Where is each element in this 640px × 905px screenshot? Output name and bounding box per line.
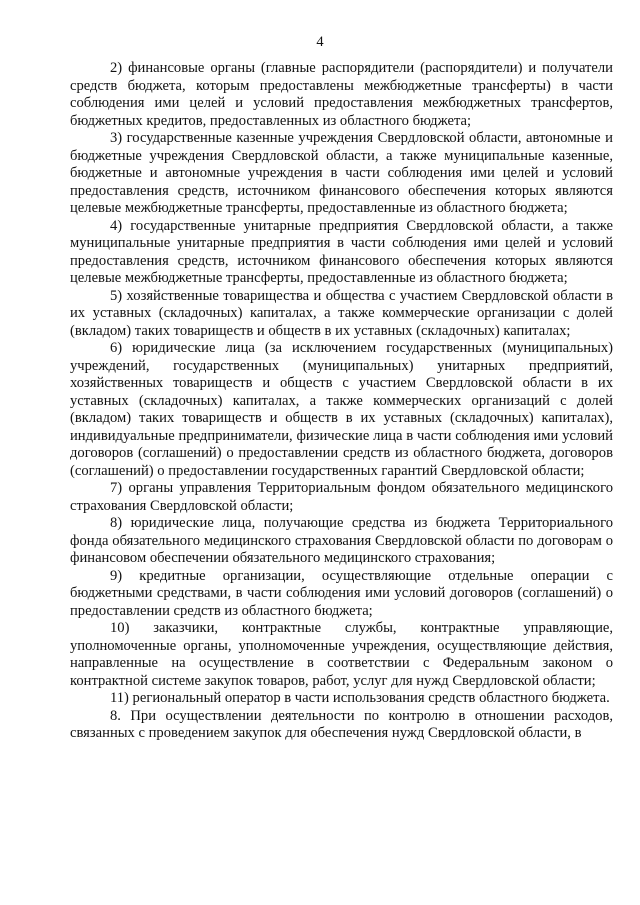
- paragraph-item-11: 11) региональный оператор в части использования средств областного бюджета.: [110, 690, 610, 706]
- paragraph-section-8: 8. При осуществлении деятельности по контролю в отношении расходов, связанных с проведением закупок для обеспечения нужд Свердловской области, в: [70, 707, 613, 741]
- paragraph-item-3: 3) государственные казенные учреждения Свердловской области, автономные и бюджетные учреждения Свердловской области, а также муниципальные казенные, бюджетные и автономные учреждения в части соблюдения ими целей и условий предоставления средств, источником финансового обеспечения которых являются целевые межбюджетные трансферты, предоставленные из областного бюджета;: [70, 130, 613, 216]
- paragraph-item-4: 4) государственные унитарные предприятия Свердловской области, а также муниципальные унитарные предприятия в части соблюдения ими целей и условий предоставления средств, источником финансового обеспечения которых являются целевые межбюджетные трансферты, предоставленные из областного бюджета;: [70, 217, 613, 286]
- paragraph-item-9: 9) кредитные организации, осуществляющие отдельные операции с бюджетными средствами, в части соблюдения ими условий договоров (соглашений) о предоставлении средств из областного бюджета;: [70, 567, 613, 619]
- page-number: 4: [316, 34, 324, 50]
- paragraph-item-5: 5) хозяйственные товарищества и общества с участием Свердловской области в их уставных (складочных) капиталах, а также коммерческие организации с долей (вкладом) таких товариществ и обществ в их уставных (складочных) капиталах;: [70, 287, 613, 339]
- paragraph-item-7: 7) органы управления Территориальным фондом обязательного медицинского страхования Свердловской области;: [70, 480, 613, 514]
- paragraph-item-8: 8) юридические лица, получающие средства из бюджета Территориального фонда обязательного медицинского страхования Свердловской области по договорам о финансовом обеспечении обязательного медицинского страхования;: [70, 515, 613, 566]
- paragraph-item-10: 10) заказчики, контрактные службы, контрактные управляющие, уполномоченные органы, уполномоченные учреждения, осуществляющие действия, направленные на осуществление в соответствии с Федеральным законом о контрактной системе закупок товаров, работ, услуг для нужд Свердловской области;: [70, 620, 613, 689]
- paragraph-item-2: 2) финансовые органы (главные распорядители (распорядители) и получатели средств бюджета, которым предоставлены межбюджетные трансферты) в части соблюдения ими целей и условий предоставления межбюджетных трансфертов, бюджетных кредитов, предоставленных из областного бюджета;: [70, 60, 613, 129]
- document-body: [70, 60, 613, 743]
- paragraph-item-6: 6) юридические лица (за исключением государственных (муниципальных) учреждений, государственных (муниципальных) унитарных предприятий, хозяйственных товариществ и обществ с участием Свердловской области в их уставных (складочных) капиталах, а также коммерческих организаций с долей (вкладом) таких товариществ и обществ в их уставных (складочных) капиталах), индивидуальные предприниматели, физические лица в части соблюдения ими условий договоров (соглашений) о предоставлении средств из областного бюджета, договоров (соглашений) о предоставлении государственных гарантий Свердловской области;: [70, 340, 613, 479]
